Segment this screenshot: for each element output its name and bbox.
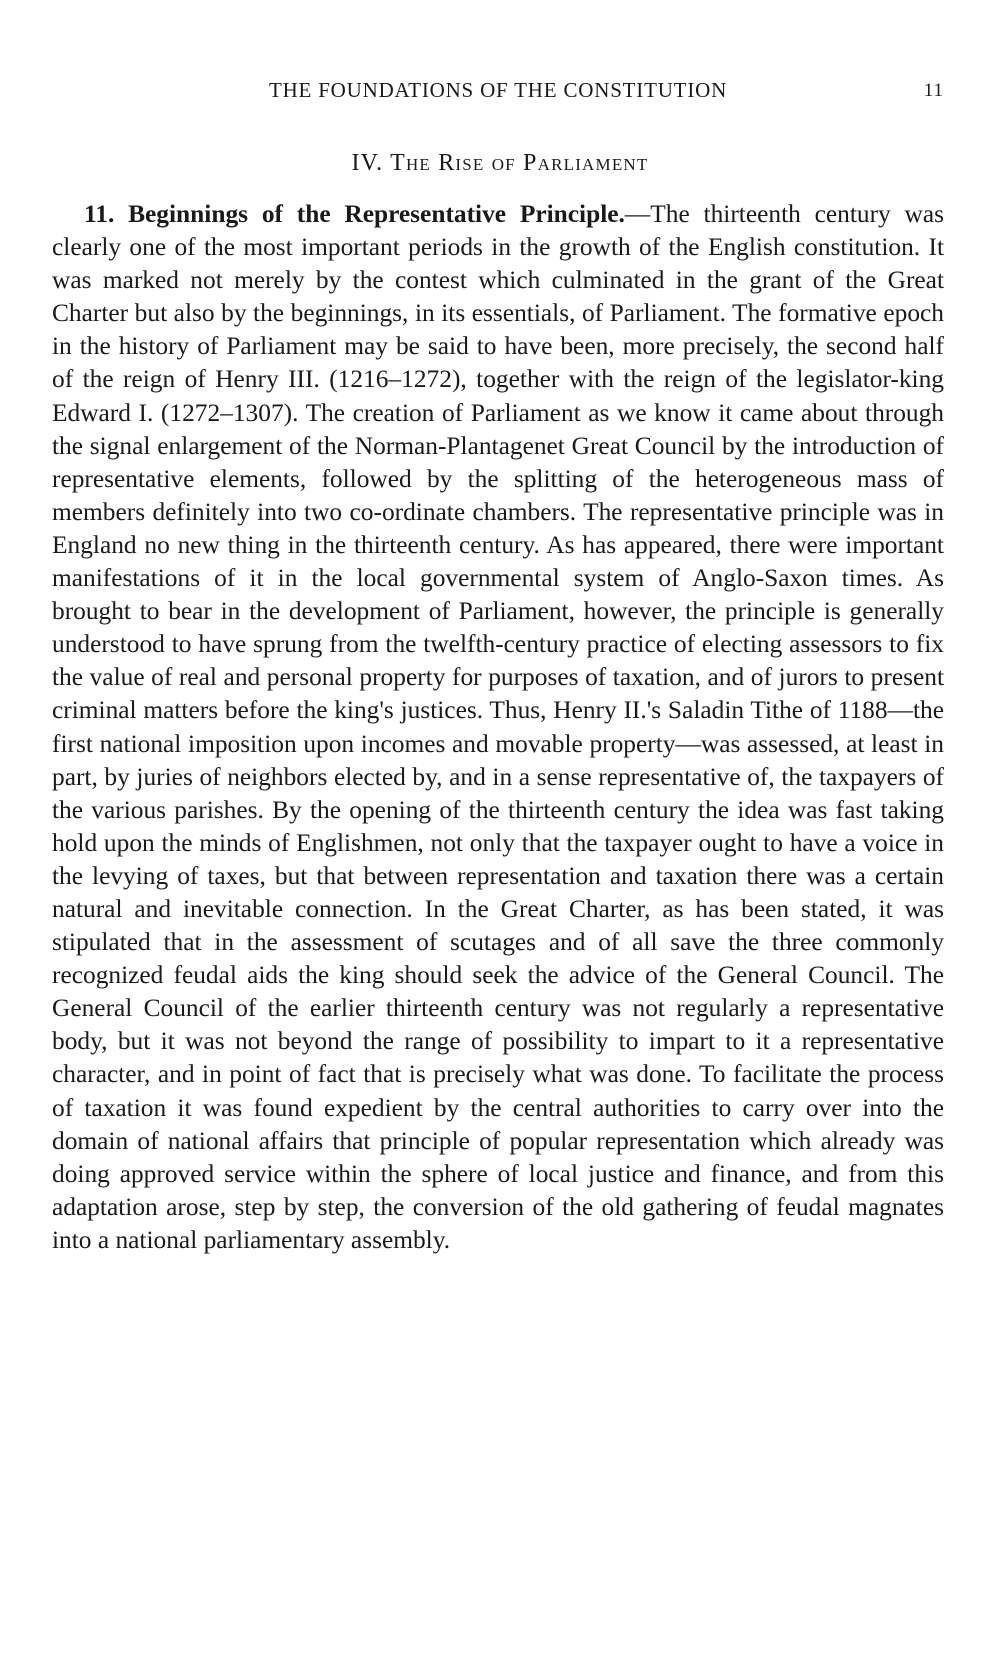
page-number: 11 [923,80,944,101]
running-head [52,78,944,108]
paragraph-heading: 11. Beginnings of the Representative Principle. [84,200,625,228]
paragraph-text: —The thirteenth century was clearly one of the most important periods in the growth of the English constitution. It was marked not merely by the contest which culminated in the grant of the Great Charter but also by the beginnings, in its essentials, of Parliament. The formative epoch in the history of Parliament may be said to have been, more precisely, the second half of the reign of Henry III. (1216–1272), together with the reign of the legislator-king Edward I. (1272–1307). The creation of Parliament as we know it came about through the signal enlargement of the Norman-Plantagenet Great Council by the introduction of representative elements, followed by the splitting of the heterogeneous mass of members definitely into two co-ordinate chambers. The representative principle was in England no new thing in the thirteenth century. As has appeared, there were important manifestations of it in the local governmental system of Anglo-Saxon times. As brought to bear in the development of Parliament, however, the principle is generally understood to have sprung from the twelfth-century practice of electing assessors to fix the value of real and personal property for purposes of taxation, and of jurors to present criminal matters before the king's justices. Thus, Henry II.'s Saladin Tithe of 1188—the first national imposition upon incomes and movable property—was assessed, at least in part, by juries of neighbors elected by, and in a sense representative of, the taxpayers of the various parishes. By the opening of the thirteenth century the idea was fast taking hold upon the minds of Englishmen, not only that the taxpayer ought to have a voice in the levying of taxes, but that between representation and taxation there was a certain natural and inevitable connection. In the Great Charter, as has been stated, it was stipulated that in the assessment of scutages and of all save the three commonly recognized feudal aids the king should seek the advice of the General Council. The General Council of the earlier thirteenth century was not regularly a representative body, but it was not beyond the range of possibility to impart to it a representative character, and in point of fact that is precisely what was done. To facilitate the process of taxation it was found expedient by the central authorities to carry over into the domain of national affairs that principle of popular representation which already was doing approved service within the sphere of local justice and finance, and from this adaptation arose, step by step, the conversion of the old gathering of feudal magnates into a national parliamentary assembly. [52,200,944,1254]
paragraph [52,198,944,1257]
running-title: THE FOUNDATIONS OF THE CONSTITUTION [268,78,728,102]
section-heading: IV. The Rise of Parliament [351,150,649,176]
body-text [52,198,944,1257]
